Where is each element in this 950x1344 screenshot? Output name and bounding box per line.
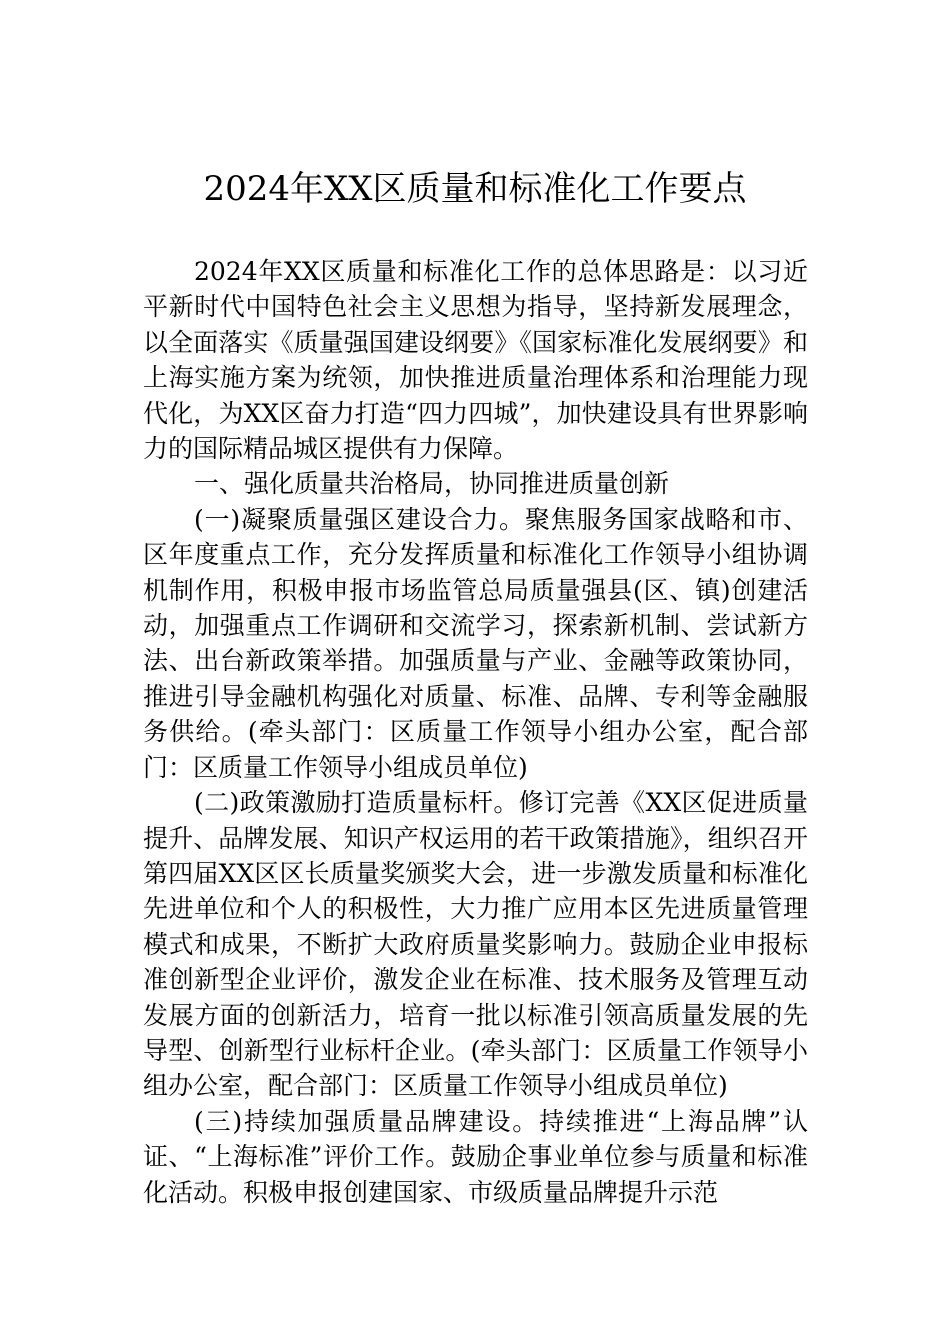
- item-paragraph-1: (一)凝聚质量强区建设合力。聚焦服务国家战略和市、区年度重点工作，充分发挥质量和标准化工作领导小组协调机制作用，积极申报市场监管总局质量强县(区、镇)创建活动，加强重点工作调研和交流学习，探索新机制、尝试新方法、出台新政策举措。加强质量与产业、金融等政策协同，推进引导金融机构强化对质量、标准、品牌、专利等金融服务供给。(牵头部门：区质量工作领导小组办公室，配合部门：区质量工作领导小组成员单位): [143, 504, 808, 782]
- intro-paragraph: 2024年XX区质量和标准化工作的总体思路是：以习近平新时代中国特色社会主义思想为指导，坚持新发展理念，以全面落实《质量强国建设纲要》《国家标准化发展纲要》和上海实施方案为统领，加快推进质量治理体系和治理能力现代化，为XX区奋力打造“四力四城”，加快建设具有世界影响力的国际精品城区提供有力保障。: [143, 257, 808, 464]
- document-body: [143, 254, 808, 1210]
- document-title: 2024年XX区质量和标准化工作要点: [203, 169, 747, 209]
- item-paragraph-3: (三)持续加强质量品牌建设。持续推进“上海品牌”认证、“上海标准”评价工作。鼓励企事业单位参与质量和标准化活动。积极申报创建国家、市级质量品牌提升示范: [143, 1106, 808, 1207]
- section-heading-1: 一、强化质量共治格局，协同推进质量创新: [194, 469, 670, 499]
- item-paragraph-2: (二)政策激励打造质量标杆。修订完善《XX区促进质量提升、品牌发展、知识产权运用的若干政策措施》，组织召开第四届XX区区长质量奖颁奖大会，进一步激发质量和标准化先进单位和个人的积极性，大力推广应用本区先进质量管理模式和成果，不断扩大政府质量奖影响力。鼓励企业申报标准创新型企业评价，激发企业在标准、技术服务及管理互动发展方面的创新活力，培育一批以标准引领高质量发展的先导型、创新型行业标杆企业。(牵头部门：区质量工作领导小组办公室，配合部门：区质量工作领导小组成员单位): [143, 788, 808, 1101]
